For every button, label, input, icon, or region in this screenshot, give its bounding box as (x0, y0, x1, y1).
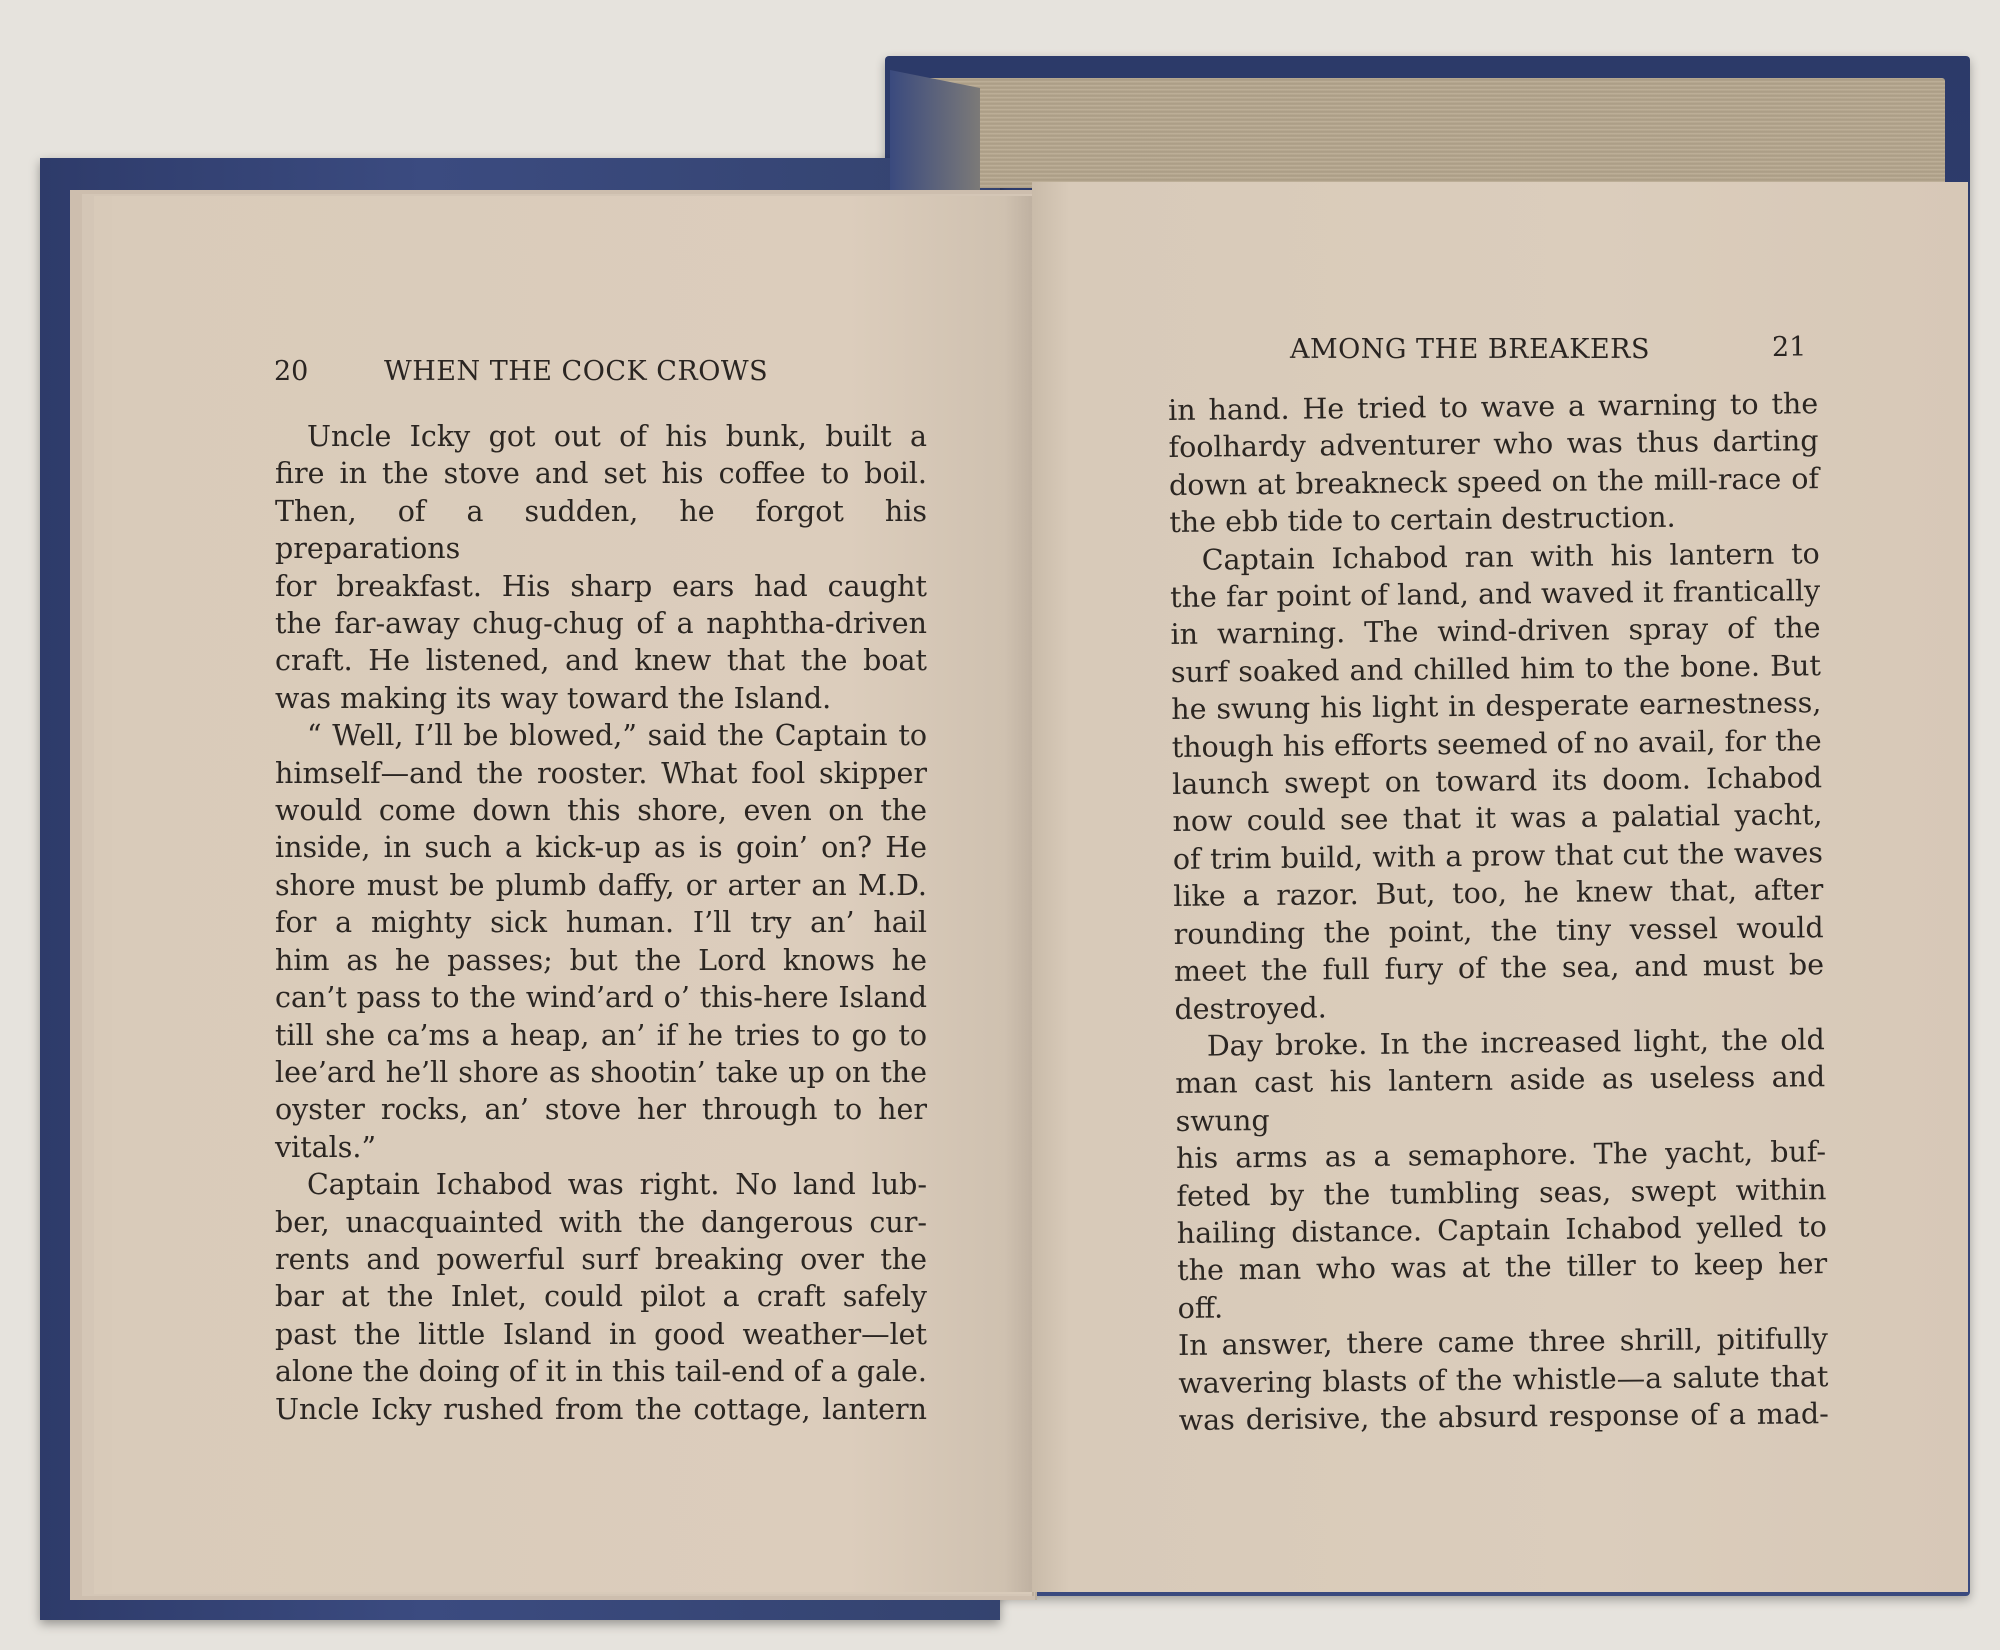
text-line: Uncle Icky rushed from the cottage, lantern (275, 1392, 927, 1426)
text-line: hailing distance. Captain Ichabod yelled to (1176, 1210, 1827, 1250)
page-number: 20 (274, 356, 309, 387)
text-line: Uncle Icky got out of his bunk, built a (307, 420, 927, 453)
text-line: him as he passes; but the Lord knows he (275, 943, 927, 977)
text-line: meet the full fury of the sea, and must be (1173, 948, 1825, 989)
text-line: himself—and the rooster. What fool skipper (275, 756, 927, 790)
running-head: AMONG THE BREAKERS (1290, 334, 1650, 365)
text-line: bar at the Inlet, could pilot a craft safely (275, 1280, 927, 1314)
text-line: oyster rocks, an’ stove her through to her (275, 1093, 927, 1127)
text-line: in warning. The wind-driven spray of the (1170, 611, 1821, 652)
text-line: the far-away chug-chug of a naphtha-driven (275, 607, 927, 641)
text-line: rounding the point, the tiny vessel would (1173, 910, 1824, 951)
text-line: the man who was at the tiller to keep her off. (1177, 1247, 1828, 1325)
left-page (112, 196, 1032, 1592)
text-line: fire in the stove and set his coffee to boil. (275, 457, 927, 491)
text-line: can’t pass to the wind’ard o’ this-here Island (275, 981, 927, 1015)
text-line: he swung his light in desperate earnestness, (1171, 686, 1822, 727)
text-line: rents and powerful surf breaking over the (275, 1242, 927, 1276)
text-line: was derisive, the absurd response of a mad- (1178, 1397, 1829, 1437)
text-line: vitals.” (275, 1130, 377, 1164)
text-line: the far point of land, and waved it frantically (1169, 574, 1821, 615)
text-line: past the little Island in good weather—let (275, 1317, 927, 1351)
text-line: alone the doing of it in this tail-end of a gale. (275, 1355, 927, 1389)
spine-corner (890, 70, 980, 190)
text-line: feted by the tumbling seas, swept within (1176, 1172, 1827, 1213)
text-line: was making its way toward the Island. (275, 681, 832, 715)
text-line: surf soaked and chilled him to the bone. But (1170, 649, 1822, 689)
text-line: till she ca’ms a heap, an’ if he tries to go to (275, 1018, 927, 1052)
text-line: lee’ard he’ll shore as shootin’ take up on the (275, 1055, 927, 1089)
running-head: WHEN THE COCK CROWS (384, 356, 769, 387)
text-line: would come down this shore, even on the (275, 794, 927, 828)
text-line: “ Well, I’ll be blowed,” said the Captain to (307, 719, 927, 753)
text-line: shore must be plumb daffy, or arter an M.D. (275, 868, 927, 902)
text-line: in hand. He tried to wave a warning to the (1168, 387, 1819, 427)
text-line: for a mighty sick human. I’ll try an’ hail (275, 906, 927, 940)
text-line: Captain Ichabod ran with his lantern to (1201, 536, 1820, 577)
right-page (1032, 182, 1968, 1592)
text-line: In answer, there came three shrill, pitifully (1177, 1322, 1829, 1363)
text-line: destroyed. (1174, 990, 1327, 1026)
page-body (1168, 385, 1829, 1439)
page-body (275, 418, 927, 1428)
text-line: launch swept on toward its doom. Ichabod (1171, 761, 1823, 802)
text-line: the ebb tide to certain destruction. (1169, 500, 1676, 540)
text-line: like a razor. But, too, he knew that, after (1173, 873, 1824, 914)
text-line: Day broke. In the increased light, the old (1206, 1023, 1825, 1063)
text-line: wavering blasts of the whistle—a salute that (1178, 1359, 1829, 1400)
text-line: though his efforts seemed of no avail, for the (1171, 723, 1822, 764)
text-line: his arms as a semaphore. The yacht, buf- (1175, 1135, 1827, 1176)
text-line: down at breakneck speed on the mill-race of (1168, 462, 1820, 502)
text-line: Captain Ichabod was right. No land lub- (307, 1168, 927, 1202)
text-line: Then, of a sudden, he forgot his preparations (275, 494, 927, 566)
text-line: ber, unacquainted with the dangerous cur- (275, 1205, 927, 1239)
page-number: 21 (1772, 332, 1807, 363)
page-edges (925, 78, 1945, 188)
text-line: of trim build, with a prow that cut the waves (1172, 836, 1824, 876)
text-line: craft. He listened, and knew that the boat (275, 644, 927, 678)
text-line: man cast his lantern aside as useless and swung (1175, 1060, 1826, 1138)
text-line: inside, in such a kick-up as is goin’ on? He (275, 831, 927, 865)
text-line: now could see that it was a palatial yacht, (1172, 798, 1823, 839)
text-line: for breakfast. His sharp ears had caught (275, 569, 927, 603)
text-line: foolhardy adventurer who was thus darting (1168, 424, 1819, 465)
